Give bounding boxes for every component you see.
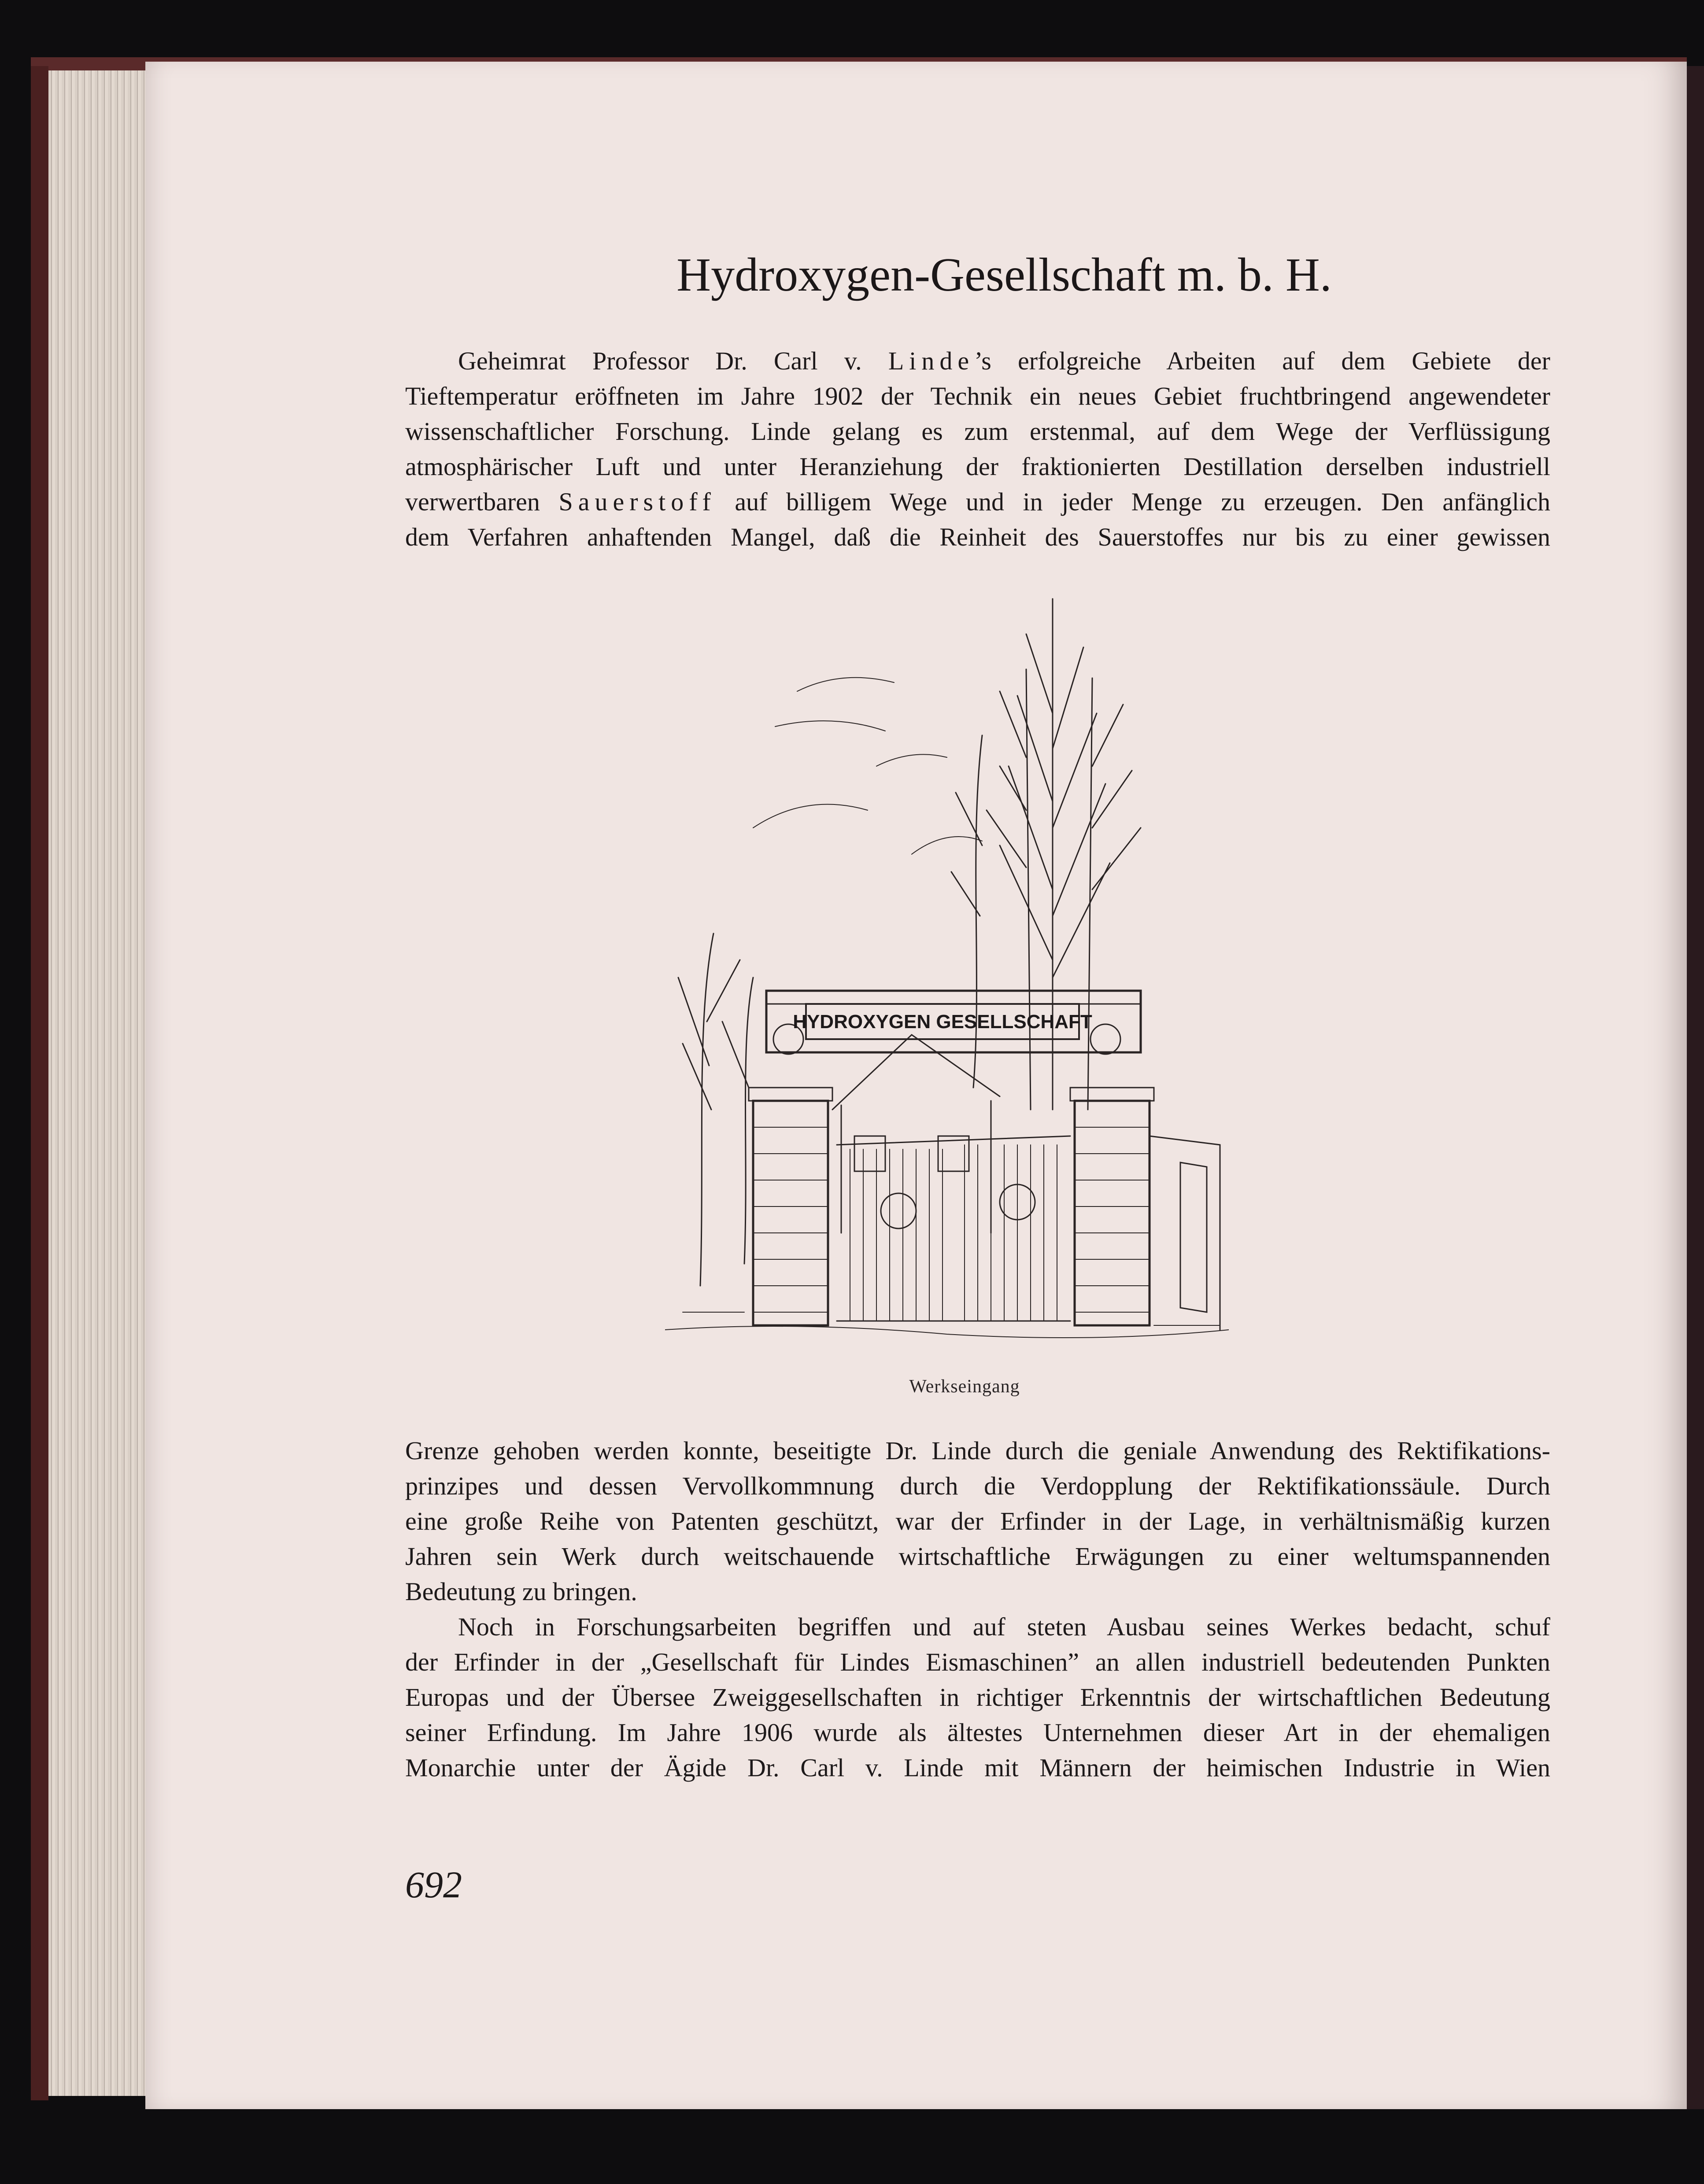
page-stack-edge — [48, 70, 150, 2096]
text-line: atmosphärischer Luft und unter Heranziehung der fraktionierten Destillation derselben industriell — [405, 452, 1550, 481]
text-line: Europas und der Übersee Zweiggesellschaften in richtiger Erkenntnis der wirtschaftlichen Bedeutung — [405, 1683, 1550, 1712]
paragraph-intro — [405, 343, 1550, 555]
text-line: verwertbaren Sauerstoff auf billigem Wege und in jeder Menge zu erzeugen. Den anfänglich — [405, 487, 1550, 516]
text-line: seiner Erfindung. Im Jahre 1906 wurde als ältestes Unternehmen dieser Art in der ehemaligen — [405, 1718, 1550, 1747]
page-number: 692 — [405, 1863, 462, 1906]
book-cover-edge — [31, 66, 48, 2100]
page-title: Hydroxygen-Gesellschaft m. b. H. — [676, 249, 1332, 301]
text-line: Tieftemperatur eröffneten im Jahre 1902 der Technik ein neues Gebiet fruchtbringend angewendeter — [405, 382, 1550, 410]
text-line: Grenze gehoben werden konnte, beseitigte Dr. Linde durch die geniale Anwendung des Rektifikations- — [405, 1436, 1550, 1465]
text-line: Noch in Forschungsarbeiten begriffen und auf steten Ausbau seines Werkes bedacht, schuf — [458, 1612, 1550, 1641]
gate-sign-text: HYDROXYGEN GESELLSCHAFT — [793, 1011, 1092, 1033]
text-line: Bedeutung zu bringen. — [405, 1577, 637, 1606]
text-line: Monarchie unter der Ägide Dr. Carl v. Linde mit Männern der heimischen Industrie in Wien — [405, 1753, 1550, 1782]
paragraph-2 — [405, 1433, 1550, 1609]
text-line: der Erfinder in der „Gesellschaft für Lindes Eismaschinen” an allen industriell bedeutenden Punkten — [405, 1648, 1550, 1676]
text-line: eine große Reihe von Patenten geschützt, war der Erfinder in der Lage, in verhältnismäßig kurzen — [405, 1507, 1550, 1535]
book-gutter-right — [1687, 66, 1704, 2109]
text-line: dem Verfahren anhaftenden Mangel, daß die Reinheit des Sauerstoffes nur bis zu einer gewissen — [405, 523, 1550, 551]
text-line: Jahren sein Werk durch weitschauende wirtschaftliche Erwägungen zu einer weltumspannenden — [405, 1542, 1550, 1571]
text-line: prinzipes und dessen Vervollkommnung durch die Verdopplung der Rektifikationssäule. Durch — [405, 1472, 1550, 1500]
text-line: wissenschaftlicher Forschung. Linde gelang es zum erstenmal, auf dem Wege der Verflüssigung — [405, 417, 1550, 446]
paragraph-3 — [405, 1609, 1550, 1786]
gate-illustration — [665, 581, 1229, 1343]
figure-caption: Werkseingang — [909, 1376, 1020, 1397]
text-line: Geheimrat Professor Dr. Carl v. Linde’s erfolgreiche Arbeiten auf dem Gebiete der — [458, 347, 1550, 375]
